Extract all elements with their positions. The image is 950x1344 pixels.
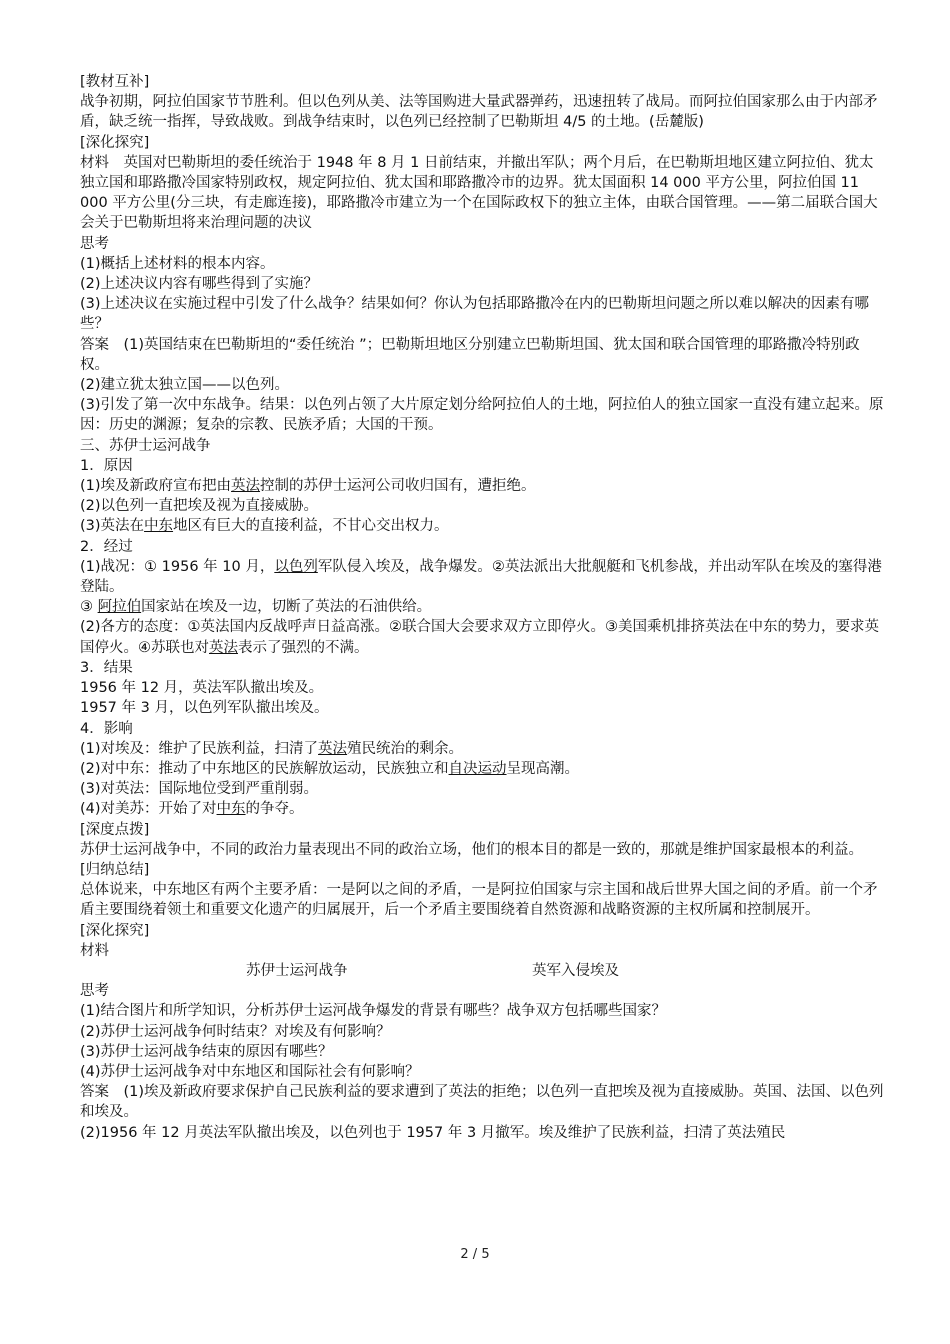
section-label: [深化探究]: [80, 134, 150, 151]
question-heading: 思考: [80, 983, 109, 1000]
underlined-term: 自决运动: [448, 760, 507, 777]
impact-item: (4)对美苏：开始了对中东的争夺。: [80, 801, 304, 818]
underlined-term: 中东: [144, 518, 174, 535]
underlined-term: 中东: [216, 801, 246, 818]
impact-item: (1)对埃及：维护了民族利益，扫清了英法殖民统治的剩余。: [80, 740, 464, 757]
underlined-term: 英法: [209, 639, 238, 656]
section-label: [深度点拨]: [80, 821, 150, 838]
answer: (3)引发了第一次中东战争。结果：以色列占领了大片原定划分给阿拉伯人的土地，阿拉伯人的独立国家一直没有建立起来。原因：历史的渊源；复杂的宗教、民族矛盾；大国的干预。: [80, 397, 884, 434]
question: (1)概括上述材料的根本内容。: [80, 255, 275, 272]
underlined-term: 以色列: [274, 558, 318, 575]
underlined-term: 英法: [318, 740, 348, 757]
page-number: 2 / 5: [460, 1247, 490, 1262]
caption-left: 苏伊士运河战争: [246, 962, 348, 979]
question: (2)上述决议内容有哪些得到了实施？: [80, 276, 319, 293]
answer: 答案 (1)埃及新政府要求保护自己民族利益的要求遭到了英法的拒绝；以色列一直把埃及视为直接威胁。英国、法国、以色列和埃及。: [80, 1084, 884, 1121]
answer: 答案 (1)英国结束在巴勒斯坦的“委任统治 ”；巴勒斯坦地区分别建立巴勒斯坦国、犹太国和联合国管理的耶路撒冷特别政权。: [80, 336, 860, 373]
cause-item: (1)埃及新政府宣布把由英法控制的苏伊士运河公司收归国有，遭拒绝。: [80, 478, 536, 495]
image-captions: [66, 961, 886, 981]
underlined-term: 阿拉伯: [97, 599, 142, 616]
question-heading: 思考: [80, 235, 109, 252]
answer: (2)建立犹太独立国——以色列。: [80, 377, 290, 394]
result-item: 1957 年 3 月，以色列军队撤出埃及。: [80, 700, 329, 717]
subheading: 2．经过: [80, 538, 133, 555]
answer: (2)1956 年 12 月英法军队撤出埃及，以色列也于 1957 年 3 月撤军。埃及维护了民族利益，扫清了英法殖民: [80, 1124, 786, 1141]
impact-item: (2)对中东：推动了中东地区的民族解放运动，民族独立和自决运动呈现高潮。: [80, 760, 580, 777]
result-item: 1956 年 12 月，英法军队撤出埃及。: [80, 680, 324, 697]
subheading: 1．原因: [80, 457, 133, 474]
section-heading: 三、苏伊士运河战争: [80, 437, 211, 454]
underlined-term: 英法: [231, 478, 261, 495]
section-label: [归纳总结]: [80, 861, 150, 878]
impact-item: (3)对英法：国际地位受到严重削弱。: [80, 781, 319, 798]
material-label: 材料: [80, 942, 109, 959]
paragraph: 战争初期，阿拉伯国家节节胜利。但以色列从美、法等国购进大量武器弹药，迅速扭转了战局。而阿拉伯国家那么由于内部矛盾，缺乏统一指挥，导致战败。到战争结束时，以色列已经控制了巴勒斯坦 4/5 的土地。(岳麓版): [80, 94, 878, 131]
caption-right: 英军入侵埃及: [532, 962, 619, 979]
paragraph: 苏伊士运河战争中，不同的政治力量表现出不同的政治立场，他们的根本目的都是一致的，那就是维护国家最根本的利益。: [80, 841, 863, 858]
paragraph: 总体说来，中东地区有两个主要矛盾：一是阿以之间的矛盾，一是阿拉伯国家与宗主国和战后世界大国之间的矛盾。前一个矛盾主要围绕着领土和重要文化遗产的归属展开，后一个矛盾主要围绕着自然资源和战略资源的主权所属和控制展开。: [80, 882, 878, 919]
process-item: (1)战况：① 1956 年 10 月，以色列军队侵入埃及，战争爆发。②英法派出大批舰艇和飞机参战，并出动军队在埃及的塞得港登陆。: [80, 558, 882, 596]
process-item: (2)各方的态度：①英法国内反战呼声日益高涨。②联合国大会要求双方立即停火。③美国乘机排挤英法在中东的势力，要求英国停火。④苏联也对英法表示了强烈的不满。: [80, 619, 880, 656]
question: (4)苏伊士运河战争对中东地区和国际社会有何影响？: [80, 1063, 420, 1080]
question: (2)苏伊士运河战争何时结束？对埃及有何影响？: [80, 1023, 391, 1040]
cause-item: (2)以色列一直把埃及视为直接威胁。: [80, 498, 319, 515]
section-label: [深化探究]: [80, 922, 150, 939]
subheading: 3．结果: [80, 659, 133, 676]
question: (1)结合图片和所学知识，分析苏伊士运河战争爆发的背景有哪些？战争双方包括哪些国家？: [80, 1003, 667, 1020]
subheading: 4．影响: [80, 720, 133, 737]
document-body: [66, 72, 886, 1143]
question: (3)苏伊士运河战争结束的原因有哪些？: [80, 1043, 333, 1060]
process-item: ③ 阿拉伯国家站在埃及一边，切断了英法的石油供给。: [80, 599, 432, 616]
material-paragraph: 材料 英国对巴勒斯坦的委任统治于 1948 年 8 月 1 日前结束，并撤出军队；两个月后，在巴勒斯坦地区建立阿拉伯、犹太独立国和耶路撒冷国家特别政权，规定阿拉伯、犹太国和耶路撒冷市的边界。犹太国面积 14 000 平方公里，阿拉伯国 11 000 平方公里(分三块，有走廊连接)，耶路撒冷市建立为一个在国际政权下的独立主体，由联合国管理。——第二届联合国大会关于巴勒斯坦将来治理问题的决议: [80, 154, 878, 232]
section-label: [教材互补]: [80, 74, 150, 90]
cause-item: (3)英法在中东地区有巨大的直接利益，不甘心交出权力。: [80, 518, 449, 535]
question: (3)上述决议在实施过程中引发了什么战争？结果如何？你认为包括耶路撒冷在内的巴勒斯坦问题之所以难以解决的因素有哪些？: [80, 296, 870, 333]
